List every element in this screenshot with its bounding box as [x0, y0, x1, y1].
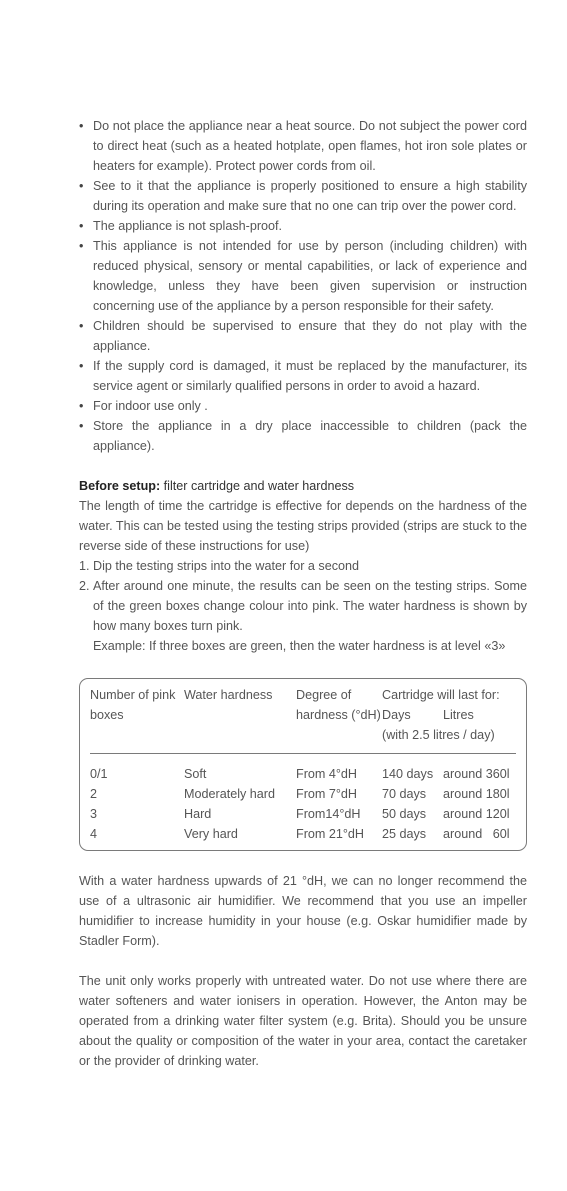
warning-item: • Children should be supervised to ensure that they do not play with the appliance. — [79, 316, 527, 356]
setup-heading-rest: filter cartridge and water hardness — [160, 479, 355, 493]
header-cartridge-sub — [382, 705, 516, 725]
cell-hardness: Soft — [184, 767, 207, 781]
cell-cartridge — [382, 804, 516, 824]
header-water-hardness: Water hardness — [184, 688, 273, 702]
header-cartridge — [382, 685, 516, 745]
header-pink-boxes: Number of pink boxes — [90, 688, 176, 722]
cell-cartridge — [382, 824, 516, 844]
setup-step — [79, 576, 527, 656]
cell-days: 25 days — [382, 827, 427, 841]
cell-hardness: Very hard — [184, 827, 238, 841]
hardness-table — [79, 678, 527, 851]
setup-step — [79, 556, 527, 576]
warning-item: • The appliance is not splash-proof. — [79, 216, 527, 236]
cell-boxes: 3 — [90, 807, 98, 821]
cell-hardness: Moderately hard — [184, 787, 276, 801]
cell-days: 70 days — [382, 787, 427, 801]
cell-days: 50 days — [382, 807, 427, 821]
cell-hardness: Hard — [184, 807, 212, 821]
table-row — [90, 764, 516, 784]
cell-boxes: 4 — [90, 827, 98, 841]
warning-item: • Store the appliance in a dry place inaccessible to children (pack the appliance). — [79, 416, 527, 456]
cell-litres: around 60l — [443, 827, 510, 841]
step-text: Dip the testing strips into the water for a second — [93, 559, 360, 573]
setup-intro: The length of time the cartridge is effective for depends on the hardness of the water. This can be tested using the testing strips provided (strips are stuck to the reverse side of these instructions for use) — [79, 499, 527, 553]
cell-degree: From 4°dH — [296, 767, 358, 781]
step-number: 1. — [79, 559, 90, 573]
warning-item: • This appliance is not intended for use by person (including children) with reduced physical, sensory or mental capabilities, or lack of experience and knowledge, unless they have been given supervision or instruction concerning use of the appliance by a person responsible for their safety. — [79, 236, 527, 316]
document-page — [79, 116, 527, 1071]
cell-degree: From 7°dH — [296, 787, 358, 801]
cell-litres: around 360l — [443, 767, 510, 781]
header-days: Days — [382, 708, 411, 722]
cell-days: 140 days — [382, 767, 434, 781]
cell-cartridge — [382, 764, 516, 784]
header-degree: Degree of hardness (°dH) — [296, 688, 381, 722]
warning-item: • If the supply cord is damaged, it must be replaced by the manufacturer, its service agent or similarly qualified persons in order to avoid a hazard. — [79, 356, 527, 396]
step-example: Example: If three boxes are green, then the water hardness is at level «3» — [93, 639, 506, 653]
setup-heading — [79, 476, 527, 496]
table-row — [90, 804, 516, 824]
setup-steps — [79, 556, 527, 656]
table-row — [90, 784, 516, 804]
safety-warnings-list — [79, 116, 527, 456]
warning-item: • Do not place the appliance near a heat source. Do not subject the power cord to direct heat (such as a heated hotplate, open flames, hot iron sole plates or heaters for example). Protect power cords from oil. — [79, 116, 527, 176]
step-number: 2. — [79, 579, 90, 593]
cell-degree: From14°dH — [296, 807, 361, 821]
water-paragraph: The unit only works properly with untreated water. Do not use where there are water softeners and water ionisers in operation. However, the Anton may be operated from a drinking water filter system (e.g. Brita). Should you be unsure about the quality or composition of the water in your area, contact the caretaker or the provider of drinking water. — [79, 974, 527, 1068]
table-body — [90, 754, 516, 844]
header-cartridge-title: Cartridge will last for: — [382, 688, 500, 702]
table-header — [90, 685, 516, 754]
setup-section — [79, 476, 527, 656]
cell-litres: around 180l — [443, 787, 510, 801]
warning-item: • For indoor use only . — [79, 396, 527, 416]
step-text: After around one minute, the results can be seen on the testing strips. Some of the green boxes change colour into pink. The water hardness is shown by how many boxes turn pink. — [93, 579, 527, 633]
warning-item: • See to it that the appliance is properly positioned to ensure a high stability during its operation and make sure that no one can trip over the power cord. — [79, 176, 527, 216]
header-cartridge-note: (with 2.5 litres / day) — [382, 728, 495, 742]
cell-degree: From 21°dH — [296, 827, 365, 841]
cell-cartridge — [382, 784, 516, 804]
cell-boxes: 2 — [90, 787, 98, 801]
hardness-paragraph: With a water hardness upwards of 21 °dH, we can no longer recommend the use of a ultrasonic air humidifier. We recommend that you use an impeller humidifier to increase humidity in your house (e.g. Oskar humidifier made by Stadler Form). — [79, 874, 527, 948]
cell-boxes: 0/1 — [90, 767, 108, 781]
header-litres: Litres — [443, 708, 474, 722]
cell-litres: around 120l — [443, 807, 510, 821]
setup-heading-bold: Before setup: — [79, 479, 161, 493]
table-row — [90, 824, 516, 844]
